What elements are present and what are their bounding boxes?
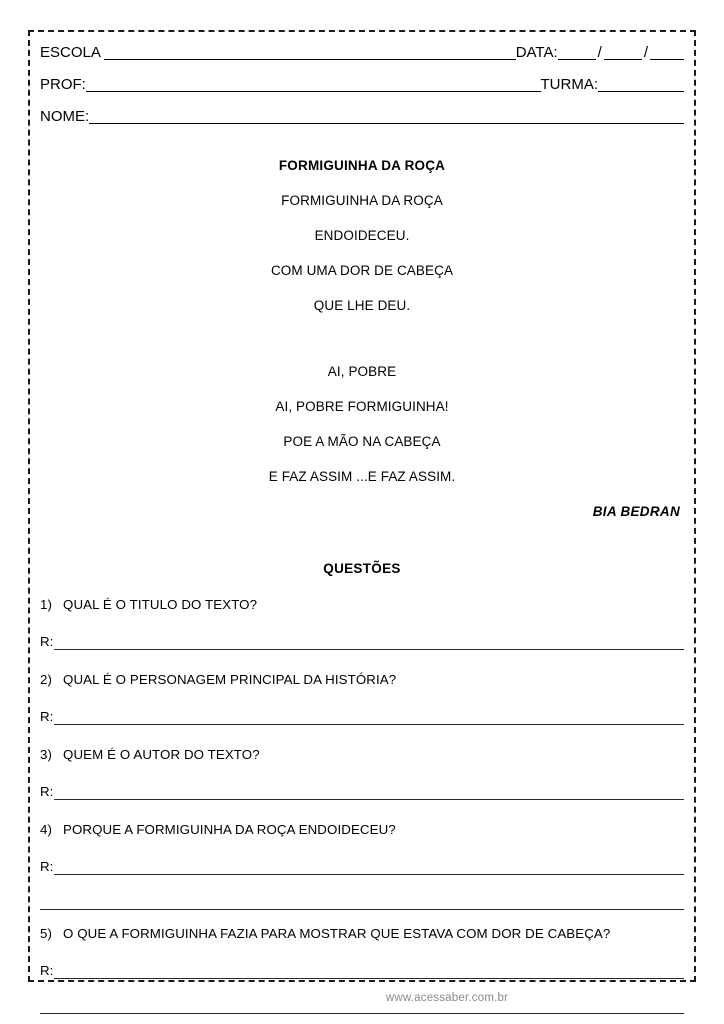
question-5-body: O QUE A FORMIGUINHA FAZIA PARA MOSTRAR QUE ESTAVA COM DOR DE CABEÇA?: [63, 926, 611, 941]
answer-label-1: R:: [40, 634, 54, 649]
field-row-prof-turma: [40, 62, 684, 94]
worksheet-content: [40, 30, 684, 1014]
answer-label-5: R:: [40, 963, 54, 978]
answer-row-1: [40, 632, 684, 650]
answer-label-3: R:: [40, 784, 54, 799]
nome-label: NOME:: [40, 108, 90, 125]
question-block-2: [40, 672, 684, 725]
turma-label: TURMA:: [540, 76, 598, 93]
question-gap-4: [40, 910, 684, 926]
prof-input-line[interactable]: [86, 78, 541, 92]
question-4-number: 4): [40, 822, 53, 837]
data-day-input-line[interactable]: [558, 46, 596, 60]
escola-label: ESCOLA: [40, 44, 105, 61]
date-separator-2: /: [643, 44, 648, 61]
question-block-3: [40, 747, 684, 800]
question-3-number: 3): [40, 747, 53, 762]
question-2-body: QUAL É O PERSONAGEM PRINCIPAL DA HISTÓRIA?: [63, 672, 397, 687]
question-block-1: [40, 597, 684, 650]
poem-stanza2-line-4: E FAZ ASSIM ...E FAZ ASSIM.: [268, 469, 456, 484]
question-gap-1: [40, 650, 684, 672]
poem-stanza2-line-2: AI, POBRE FORMIGUINHA!: [275, 399, 449, 414]
question-4-body: PORQUE A FORMIGUINHA DA ROÇA ENDOIDECEU?: [63, 822, 396, 837]
prof-label: PROF:: [40, 76, 86, 93]
questions-heading: QUESTÕES: [323, 561, 401, 576]
footer-site-url: www.acessaber.com.br: [385, 992, 509, 1004]
escola-input-line[interactable]: [104, 46, 516, 60]
answer-row-3: [40, 782, 684, 800]
turma-input-line[interactable]: [598, 78, 684, 92]
answer-input-line-4[interactable]: [54, 862, 684, 875]
question-2-number: 2): [40, 672, 53, 687]
nome-input-line[interactable]: [89, 110, 684, 124]
data-month-input-line[interactable]: [604, 46, 642, 60]
question-1-number: 1): [40, 597, 53, 612]
answer-input-line-1[interactable]: [54, 637, 684, 650]
question-4-text: [40, 822, 684, 838]
answer-continuation-line-4[interactable]: [40, 897, 684, 910]
answer-label-4: R:: [40, 859, 54, 874]
question-block-4: [40, 822, 684, 910]
question-1-text: [40, 597, 684, 613]
poem-stanza2-line-3: POE A MÃO NA CABEÇA: [283, 434, 441, 449]
answer-label-2: R:: [40, 709, 54, 724]
poem-stanza1-line-3: COM UMA DOR DE CABEÇA: [270, 263, 454, 278]
answer-row-5: [40, 961, 684, 979]
poem-stanza1-line-1: FORMIGUINHA DA ROÇA: [281, 193, 443, 208]
answer-input-line-2[interactable]: [54, 712, 684, 725]
poem-block: [40, 158, 684, 484]
answer-row-2: [40, 707, 684, 725]
question-gap-2: [40, 725, 684, 747]
stanza-separator: [40, 333, 684, 364]
question-1-body: QUAL É O TITULO DO TEXTO?: [63, 597, 258, 612]
answer-input-line-5[interactable]: [54, 966, 684, 979]
poem-stanza2-line-1: AI, POBRE: [327, 364, 397, 379]
answer-input-line-3[interactable]: [54, 787, 684, 800]
poem-stanza1-line-4: QUE LHE DEU.: [313, 298, 411, 313]
date-separator-1: /: [597, 44, 602, 61]
data-year-input-line[interactable]: [650, 46, 684, 60]
poem-author: BIA BEDRAN: [592, 504, 680, 519]
field-row-nome: [40, 94, 684, 126]
question-5-number: 5): [40, 926, 53, 941]
poem-stanza1-line-2: ENDOIDECEU.: [314, 228, 410, 243]
question-gap-3: [40, 800, 684, 822]
answer-row-4: [40, 857, 684, 875]
question-3-text: [40, 747, 684, 763]
field-row-escola-data: [40, 30, 684, 62]
question-3-body: QUEM É O AUTOR DO TEXTO?: [63, 747, 260, 762]
poem-title: FORMIGUINHA DA ROÇA: [278, 158, 446, 173]
question-5-text: [40, 926, 684, 942]
data-label: DATA:: [515, 44, 558, 61]
question-2-text: [40, 672, 684, 688]
